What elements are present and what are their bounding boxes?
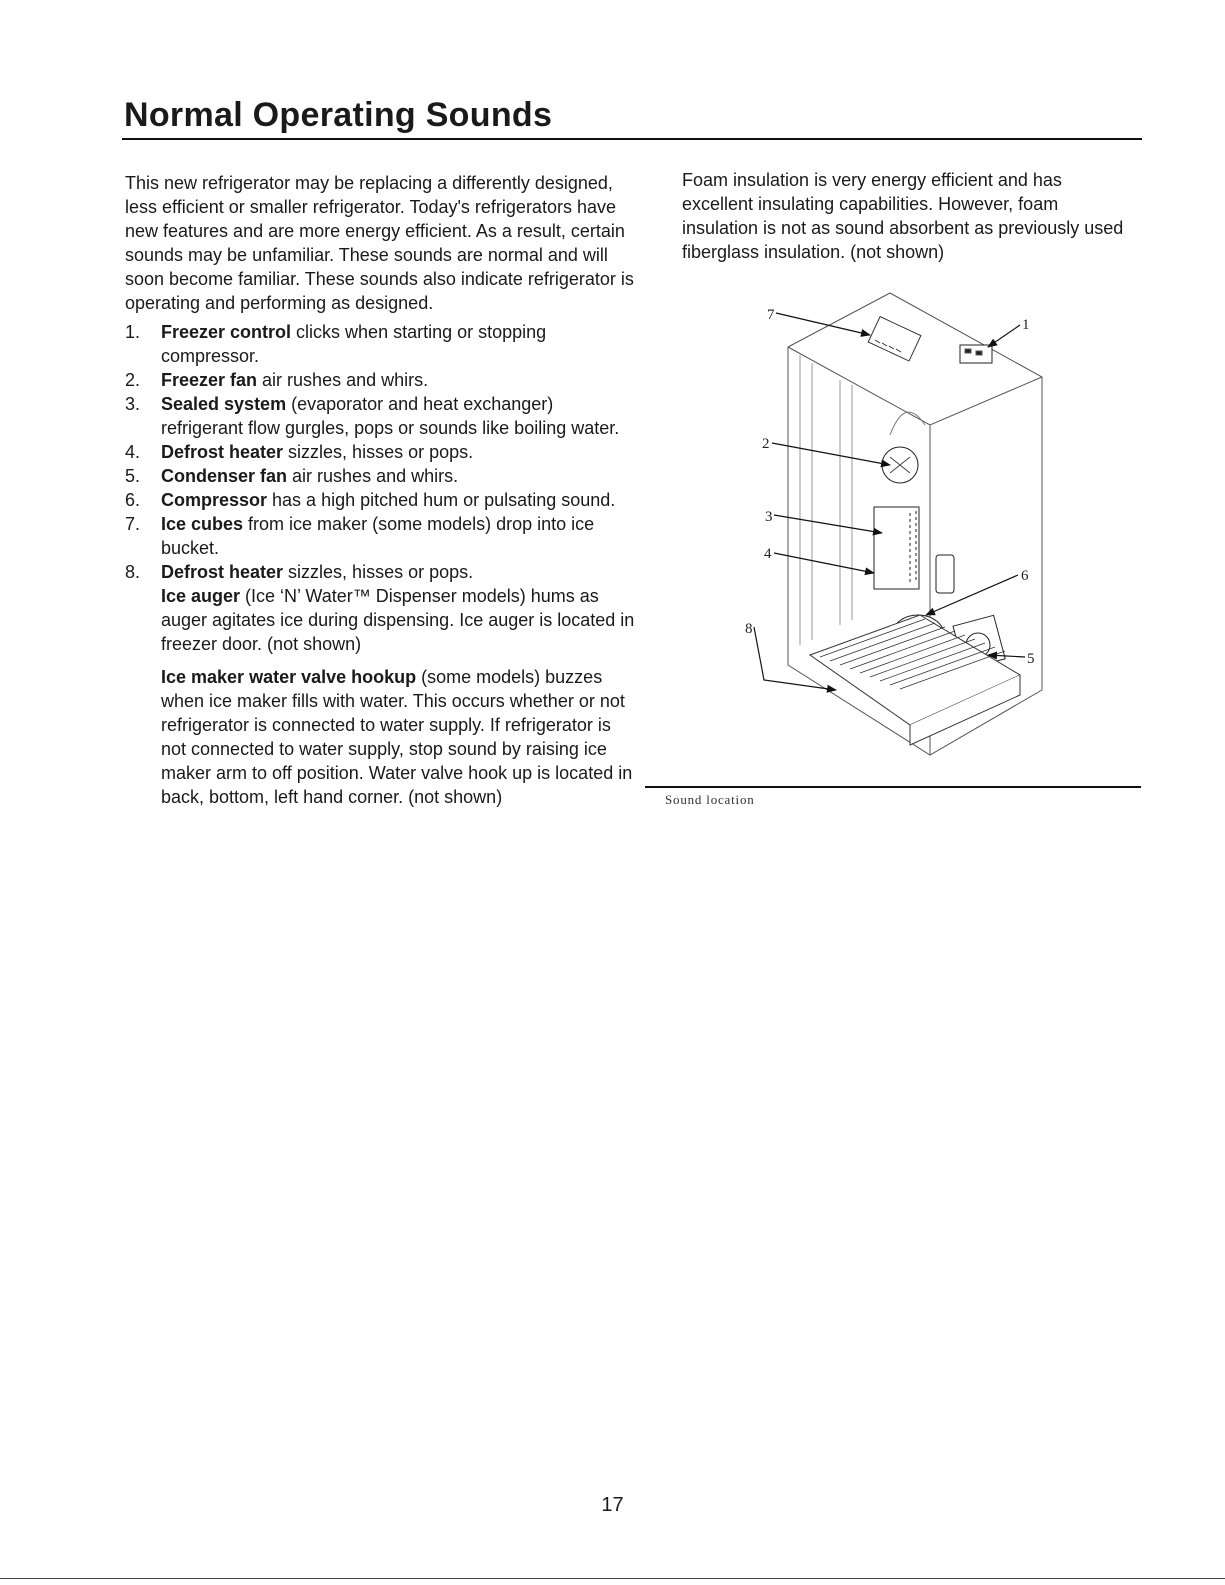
item-number: 5. — [125, 466, 141, 486]
sound-list — [125, 320, 635, 584]
foam-paragraph: Foam insulation is very energy efficient and has excellent insulating capabilities. However, foam insulation is not as sound absorbent as previously used fiberglass insulation. (not shown) — [682, 170, 1124, 262]
item-number: 2. — [125, 370, 141, 390]
arrow-7 — [776, 313, 870, 335]
item-term: Freezer control — [161, 322, 292, 342]
arrow-2 — [772, 443, 890, 465]
callout-2: 2 — [762, 436, 770, 452]
callout-8: 8 — [745, 621, 753, 637]
extra-desc: (Ice ‘N’ Water™ Dispenser models) hums as auger agitates ice during dispensing. Ice auger is located in freezer door. (not shown) — [161, 586, 635, 654]
item-term: Ice cubes — [161, 514, 244, 534]
arrow-4 — [774, 553, 874, 573]
item-term: Defrost heater — [161, 442, 284, 462]
left-column — [125, 171, 635, 809]
item-term: Freezer fan — [161, 370, 258, 390]
item-desc: has a high pitched hum or pulsating sound. — [267, 490, 616, 510]
list-item — [125, 440, 635, 464]
bottom-rule — [0, 1578, 1225, 1579]
page-number: 17 — [601, 1494, 624, 1516]
callout-1: 1 — [1022, 317, 1030, 333]
list-item — [125, 464, 635, 488]
cabinet-top-edge — [788, 347, 1042, 425]
figure-rule — [645, 786, 1141, 788]
ice-auger-note — [125, 584, 635, 656]
item-number: 1. — [125, 322, 141, 342]
list-item — [125, 512, 635, 560]
item-desc: (evaporator and heat exchanger) refrigerant flow gurgles, pops or sounds like boiling water. — [161, 394, 620, 438]
item-number: 8. — [125, 562, 141, 582]
callout-7: 7 — [767, 307, 775, 323]
item-desc: clicks when starting or stopping compressor. — [161, 322, 547, 366]
list-item — [125, 392, 635, 440]
extra-term: Ice auger — [161, 586, 241, 606]
extra-desc: (some models) buzzes when ice maker fills with water. This occurs whether or not refrigerator is connected to water supply. If refrigerator is not connected to water supply, stop sound by raising ice maker arm to off position. Water valve hook up is located in back, bottom, left hand corner. (not shown) — [161, 667, 633, 807]
item-desc: air rushes and whirs. — [287, 466, 459, 486]
item-desc: from ice maker (some models) drop into ice bucket. — [161, 514, 595, 558]
item-term: Defrost heater — [161, 562, 284, 582]
callout-3: 3 — [765, 509, 773, 525]
ice-maker-shape — [868, 317, 921, 361]
item-number: 6. — [125, 490, 141, 510]
water-valve-note — [125, 665, 635, 809]
right-column — [682, 168, 1132, 264]
item-term: Compressor — [161, 490, 268, 510]
title-rule — [122, 138, 1142, 140]
callout-5: 5 — [1027, 651, 1035, 667]
figure-caption: Sound location — [665, 792, 755, 807]
refrigerator-diagram — [740, 285, 1050, 765]
item-desc: sizzles, hisses or pops. — [283, 442, 474, 462]
callout-6: 6 — [1021, 568, 1029, 584]
page-title: Normal Operating Sounds — [124, 96, 553, 134]
callout-4: 4 — [764, 546, 772, 562]
evaporator-shape — [874, 507, 919, 589]
list-item — [125, 560, 635, 584]
list-item — [125, 368, 635, 392]
arrow-3 — [774, 515, 882, 533]
extra-term: Ice maker water valve hookup — [161, 667, 417, 687]
control-box-shape — [936, 555, 954, 593]
freezer-control-shape — [960, 345, 992, 363]
item-number: 7. — [125, 514, 141, 534]
item-term: Condenser fan — [161, 466, 288, 486]
item-number: 3. — [125, 394, 141, 414]
item-number: 4. — [125, 442, 141, 462]
item-desc: air rushes and whirs. — [257, 370, 429, 390]
item-desc: sizzles, hisses or pops. — [283, 562, 474, 582]
list-item — [125, 488, 635, 512]
arrow-1 — [988, 325, 1020, 347]
intro-paragraph: This new refrigerator may be replacing a differently designed, less efficient or smaller refrigerator. Today's refrigerators have new features and are more energy efficient. As a result, certain sounds may be unfamiliar. These sounds are normal and will soon become familiar. These sounds also indicate refrigerator is operating and performing as designed. — [125, 173, 634, 313]
item-term: Sealed system — [161, 394, 287, 414]
list-item — [125, 320, 635, 368]
